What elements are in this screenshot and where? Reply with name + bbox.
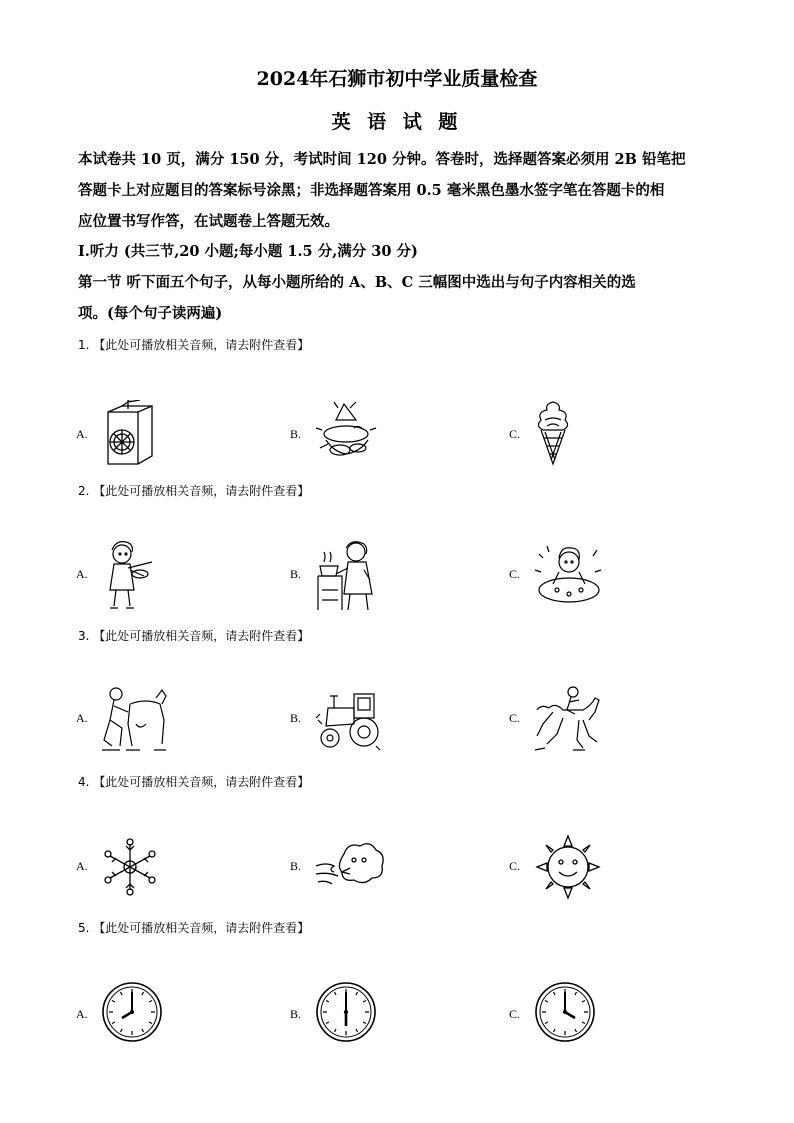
instruction-line: 答题卡上对应题目的答案标号涂黑；非选择题答案用 0.5 毫米黑色墨水签字笔在答题卡的相 — [78, 182, 665, 199]
question-2-option-c[interactable] — [509, 540, 609, 614]
option-label: B. — [290, 711, 302, 725]
question-4-option-a[interactable] — [76, 832, 176, 906]
milking-cow-icon — [100, 684, 170, 754]
exam-title: 2024年石狮市初中学业质量检查 — [256, 68, 538, 90]
option-label: C. — [509, 567, 521, 581]
section-instruction: 项。(每个句子读两遍) — [78, 305, 223, 322]
option-label: B. — [290, 567, 302, 581]
question-1-option-c[interactable] — [509, 400, 589, 474]
question-1-option-b[interactable] — [290, 400, 390, 474]
instruction-line: 本试卷共 10 页，满分 150 分，考试时间 120 分钟。答卷时，选择题答案必须用 2B 铅笔把 — [78, 151, 686, 168]
part-heading: Ⅰ.听力 (共三节,20 小题;每小题 1.5 分,满分 30 分) — [78, 243, 418, 260]
option-label: A. — [76, 711, 88, 725]
option-label: A. — [76, 859, 88, 873]
question-2-prompt[interactable]: 2. 【此处可播放相关音频，请去附件查看】 — [78, 484, 310, 498]
option-label: B. — [290, 427, 302, 441]
exam-subject: 英 语 试 题 — [331, 111, 463, 133]
question-4-option-b[interactable] — [290, 832, 400, 906]
clock-icon — [100, 980, 164, 1044]
question-5-option-c[interactable] — [509, 980, 609, 1054]
gift-food-icon — [314, 400, 378, 466]
question-2-option-b[interactable] — [290, 540, 390, 614]
option-label: C. — [509, 427, 521, 441]
juice-box-icon — [100, 400, 160, 466]
question-5-prompt[interactable]: 5. 【此处可播放相关音频，请去附件查看】 — [78, 921, 310, 935]
option-label: A. — [76, 1007, 88, 1021]
girl-swimming-icon — [533, 540, 605, 614]
option-label: C. — [509, 859, 521, 873]
question-2-option-a[interactable] — [76, 540, 166, 614]
option-label: B. — [290, 1007, 302, 1021]
clock-icon — [533, 980, 597, 1044]
option-label: A. — [76, 427, 88, 441]
sun-icon — [533, 832, 603, 902]
question-5-option-a[interactable] — [76, 980, 176, 1054]
question-3-option-c[interactable] — [509, 684, 619, 758]
option-label: C. — [509, 711, 521, 725]
question-1-option-a[interactable] — [76, 400, 166, 474]
option-label: C. — [509, 1007, 521, 1021]
clock-icon — [314, 980, 378, 1044]
woman-cooking-icon — [314, 540, 378, 614]
question-5-option-b[interactable] — [290, 980, 390, 1054]
wind-cloud-icon — [314, 832, 386, 902]
exam-instructions — [78, 144, 724, 237]
option-label: B. — [290, 859, 302, 873]
option-label: A. — [76, 567, 88, 581]
girl-violin-icon — [100, 540, 160, 614]
ice-cream-icon — [533, 400, 573, 466]
question-1-prompt[interactable]: 1. 【此处可播放相关音频，请去附件查看】 — [78, 338, 310, 352]
section-instruction: 第一节 听下面五个句子，从每小题所给的 A、B、C 三幅图中选出与句子内容相关的选 — [78, 274, 636, 291]
question-4-option-c[interactable] — [509, 832, 619, 906]
instruction-line: 应位置书写作答，在试题卷上答题无效。 — [78, 213, 339, 230]
question-4-prompt[interactable]: 4. 【此处可播放相关音频，请去附件查看】 — [78, 775, 310, 789]
snowflake-icon — [100, 832, 160, 902]
riding-horse-icon — [533, 684, 603, 754]
tractor-icon — [314, 684, 382, 754]
question-3-option-a[interactable] — [76, 684, 176, 758]
question-3-option-b[interactable] — [290, 684, 400, 758]
question-3-prompt[interactable]: 3. 【此处可播放相关音频，请去附件查看】 — [78, 629, 310, 643]
